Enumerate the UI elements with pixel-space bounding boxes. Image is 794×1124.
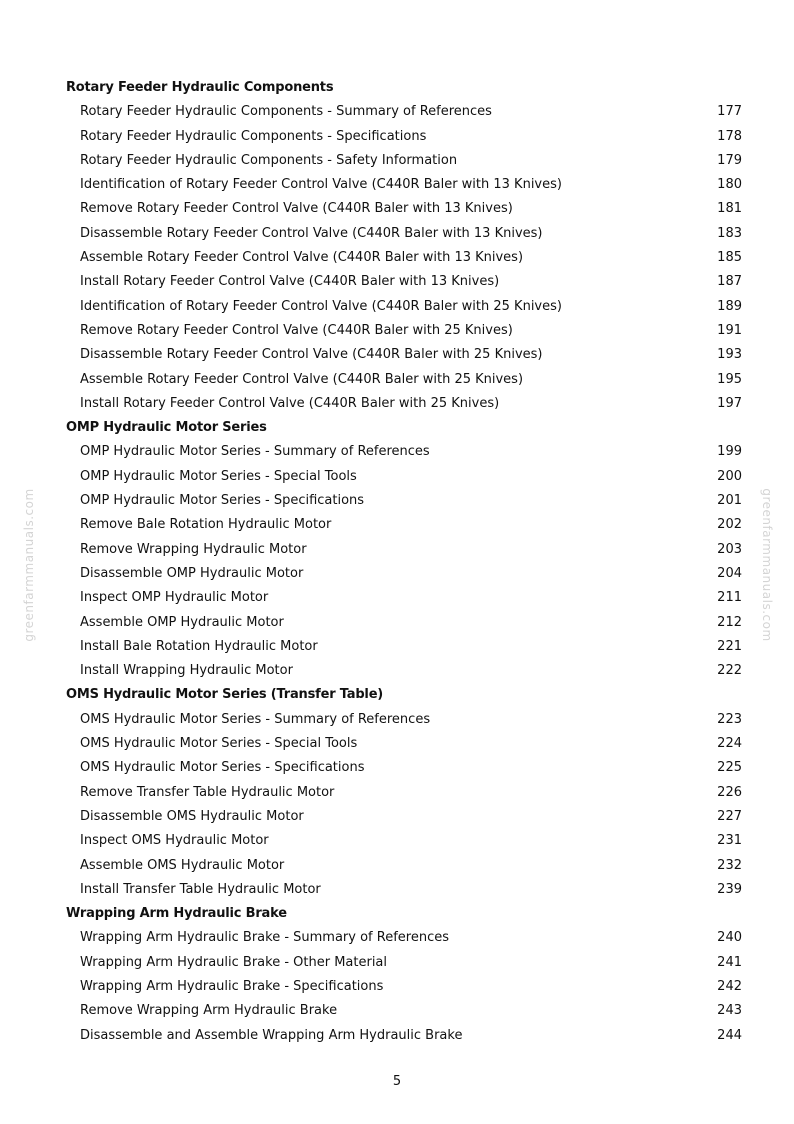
toc-entry-page-number: 224 bbox=[717, 736, 742, 752]
toc-entry[interactable] bbox=[66, 149, 742, 173]
toc-entry[interactable] bbox=[66, 222, 742, 246]
toc-entry-page-number: 223 bbox=[717, 711, 742, 727]
toc-entry[interactable] bbox=[66, 538, 742, 562]
toc-entry-page-number: 240 bbox=[717, 930, 742, 946]
toc-entry-title: Inspect OMS Hydraulic Motor bbox=[80, 833, 269, 849]
toc-entry-page-number: 241 bbox=[717, 954, 742, 970]
toc-entry-title: OMS Hydraulic Motor Series - Summary of References bbox=[80, 711, 431, 727]
toc-entry[interactable] bbox=[66, 732, 742, 756]
toc-entry-title: Disassemble OMP Hydraulic Motor bbox=[80, 565, 304, 581]
toc-entry-title: Remove Bale Rotation Hydraulic Motor bbox=[80, 517, 332, 533]
toc-entry-page-number: 243 bbox=[717, 1003, 742, 1019]
section-heading: Wrapping Arm Hydraulic Brake bbox=[66, 906, 287, 922]
toc-entry-title: Disassemble OMS Hydraulic Motor bbox=[80, 808, 304, 824]
toc-entry[interactable] bbox=[66, 173, 742, 197]
toc-entry-page-number: 244 bbox=[717, 1027, 742, 1043]
toc-entry-title: Assemble Rotary Feeder Control Valve (C440R Baler with 13 Knives) bbox=[80, 250, 524, 266]
toc-entry-title: Remove Rotary Feeder Control Valve (C440R Baler with 25 Knives) bbox=[80, 322, 513, 338]
toc-entry-title: Assemble OMP Hydraulic Motor bbox=[80, 614, 284, 630]
toc-entry-title: Remove Wrapping Hydraulic Motor bbox=[80, 541, 307, 557]
toc-entry[interactable] bbox=[66, 611, 742, 635]
toc-entry[interactable] bbox=[66, 295, 742, 319]
toc-entry-page-number: 178 bbox=[717, 128, 742, 144]
toc-entry[interactable] bbox=[66, 999, 742, 1023]
toc-entry[interactable] bbox=[66, 854, 742, 878]
toc-entry[interactable] bbox=[66, 805, 742, 829]
toc-entry-page-number: 193 bbox=[717, 347, 742, 363]
toc-entry[interactable] bbox=[66, 756, 742, 780]
toc-entry-page-number: 187 bbox=[717, 274, 742, 290]
toc-entry[interactable] bbox=[66, 586, 742, 610]
toc-entry[interactable] bbox=[66, 951, 742, 975]
toc-entry-title: OMS Hydraulic Motor Series - Special Tools bbox=[80, 736, 358, 752]
toc-entry-title: Remove Wrapping Arm Hydraulic Brake bbox=[80, 1003, 338, 1019]
toc-entry-page-number: 212 bbox=[717, 614, 742, 630]
toc-entry-page-number: 179 bbox=[717, 152, 742, 168]
toc-entry-title: Remove Transfer Table Hydraulic Motor bbox=[80, 784, 335, 800]
toc-entry-page-number: 181 bbox=[717, 201, 742, 217]
toc-entry-page-number: 189 bbox=[717, 298, 742, 314]
toc-entry[interactable] bbox=[66, 659, 742, 683]
toc-entry[interactable] bbox=[66, 246, 742, 270]
toc-entry[interactable] bbox=[66, 319, 742, 343]
toc-entry-page-number: 242 bbox=[717, 978, 742, 994]
toc-entry[interactable] bbox=[66, 781, 742, 805]
toc-entry-page-number: 221 bbox=[717, 638, 742, 654]
toc-entry[interactable] bbox=[66, 197, 742, 221]
toc-entry-page-number: 185 bbox=[717, 250, 742, 266]
toc-entry-page-number: 211 bbox=[717, 590, 742, 606]
toc-entry-title: Remove Rotary Feeder Control Valve (C440R Baler with 13 Knives) bbox=[80, 201, 513, 217]
toc-entry[interactable] bbox=[66, 125, 742, 149]
toc-entry[interactable] bbox=[66, 926, 742, 950]
toc-entry[interactable] bbox=[66, 562, 742, 586]
toc-entry-title: Identification of Rotary Feeder Control Valve (C440R Baler with 13 Knives) bbox=[80, 177, 562, 193]
toc-entry[interactable] bbox=[66, 343, 742, 367]
toc-entry[interactable] bbox=[66, 829, 742, 853]
toc-entry-title: Assemble Rotary Feeder Control Valve (C440R Baler with 25 Knives) bbox=[80, 371, 524, 387]
toc-entry-page-number: 227 bbox=[717, 808, 742, 824]
toc-entry-title: Disassemble Rotary Feeder Control Valve (C440R Baler with 13 Knives) bbox=[80, 225, 543, 241]
toc-entry-title: Install Rotary Feeder Control Valve (C440R Baler with 25 Knives) bbox=[80, 395, 500, 411]
toc-entry-title: OMS Hydraulic Motor Series - Specifications bbox=[80, 760, 365, 776]
toc-entry[interactable] bbox=[66, 635, 742, 659]
toc-entry-title: Disassemble Rotary Feeder Control Valve (C440R Baler with 25 Knives) bbox=[80, 347, 543, 363]
toc-entry[interactable] bbox=[66, 878, 742, 902]
toc-entry-title: Wrapping Arm Hydraulic Brake - Summary of References bbox=[80, 930, 450, 946]
toc-entry-title: Disassemble and Assemble Wrapping Arm Hydraulic Brake bbox=[80, 1027, 463, 1043]
toc-entry-page-number: 195 bbox=[717, 371, 742, 387]
toc-entry[interactable] bbox=[66, 1024, 742, 1048]
toc-entry-page-number: 177 bbox=[717, 104, 742, 120]
toc-entry-title: Wrapping Arm Hydraulic Brake - Other Material bbox=[80, 954, 388, 970]
toc-entry[interactable] bbox=[66, 465, 742, 489]
toc-entry[interactable] bbox=[66, 270, 742, 294]
watermark-left: greenfarmmanuals.com bbox=[22, 488, 36, 642]
toc-entry-title: Install Wrapping Hydraulic Motor bbox=[80, 663, 293, 679]
toc-entry-page-number: 204 bbox=[717, 565, 742, 581]
toc-entry-title: Rotary Feeder Hydraulic Components - Specifications bbox=[80, 128, 427, 144]
toc-entry-title: Install Rotary Feeder Control Valve (C440R Baler with 13 Knives) bbox=[80, 274, 500, 290]
toc-entry[interactable] bbox=[66, 368, 742, 392]
toc-entry-title: Wrapping Arm Hydraulic Brake - Specifications bbox=[80, 978, 384, 994]
section-heading: OMP Hydraulic Motor Series bbox=[66, 420, 267, 436]
toc-entry-title: Inspect OMP Hydraulic Motor bbox=[80, 590, 269, 606]
toc-entry-page-number: 231 bbox=[717, 833, 742, 849]
toc-entry[interactable] bbox=[66, 440, 742, 464]
toc-entry-title: Install Transfer Table Hydraulic Motor bbox=[80, 881, 321, 897]
toc-entry-page-number: 203 bbox=[717, 541, 742, 557]
toc-entry-title: Rotary Feeder Hydraulic Components - Summary of References bbox=[80, 104, 492, 120]
page-number: 5 bbox=[392, 1074, 402, 1089]
toc-entry-page-number: 225 bbox=[717, 760, 742, 776]
table-of-contents bbox=[66, 76, 742, 1048]
toc-entry-page-number: 239 bbox=[717, 881, 742, 897]
toc-entry-title: Rotary Feeder Hydraulic Components - Safety Information bbox=[80, 152, 458, 168]
toc-entry-page-number: 222 bbox=[717, 663, 742, 679]
toc-entry-title: OMP Hydraulic Motor Series - Summary of References bbox=[80, 444, 430, 460]
toc-entry-title: Identification of Rotary Feeder Control Valve (C440R Baler with 25 Knives) bbox=[80, 298, 562, 314]
toc-entry-page-number: 200 bbox=[717, 468, 742, 484]
toc-entry-page-number: 202 bbox=[717, 517, 742, 533]
toc-entry[interactable] bbox=[66, 392, 742, 416]
toc-entry-page-number: 197 bbox=[717, 395, 742, 411]
toc-entry-title: Assemble OMS Hydraulic Motor bbox=[80, 857, 285, 873]
toc-entry-page-number: 191 bbox=[717, 322, 742, 338]
section-heading: OMS Hydraulic Motor Series (Transfer Table) bbox=[66, 687, 384, 703]
toc-entry-page-number: 199 bbox=[717, 444, 742, 460]
toc-entry-title: OMP Hydraulic Motor Series - Special Tools bbox=[80, 468, 357, 484]
toc-entry-page-number: 226 bbox=[717, 784, 742, 800]
toc-entry[interactable] bbox=[66, 489, 742, 513]
toc-entry[interactable] bbox=[66, 100, 742, 124]
toc-entry-title: OMP Hydraulic Motor Series - Specifications bbox=[80, 493, 365, 509]
watermark-right: greenfarmmanuals.com bbox=[760, 488, 774, 642]
toc-entry-page-number: 201 bbox=[717, 493, 742, 509]
section-heading: Rotary Feeder Hydraulic Components bbox=[66, 80, 334, 95]
toc-entry[interactable] bbox=[66, 513, 742, 537]
toc-entry-page-number: 183 bbox=[717, 225, 742, 241]
toc-entry[interactable] bbox=[66, 975, 742, 999]
toc-entry-page-number: 180 bbox=[717, 177, 742, 193]
toc-entry-page-number: 232 bbox=[717, 857, 742, 873]
toc-entry-title: Install Bale Rotation Hydraulic Motor bbox=[80, 638, 318, 654]
toc-entry[interactable] bbox=[66, 708, 742, 732]
